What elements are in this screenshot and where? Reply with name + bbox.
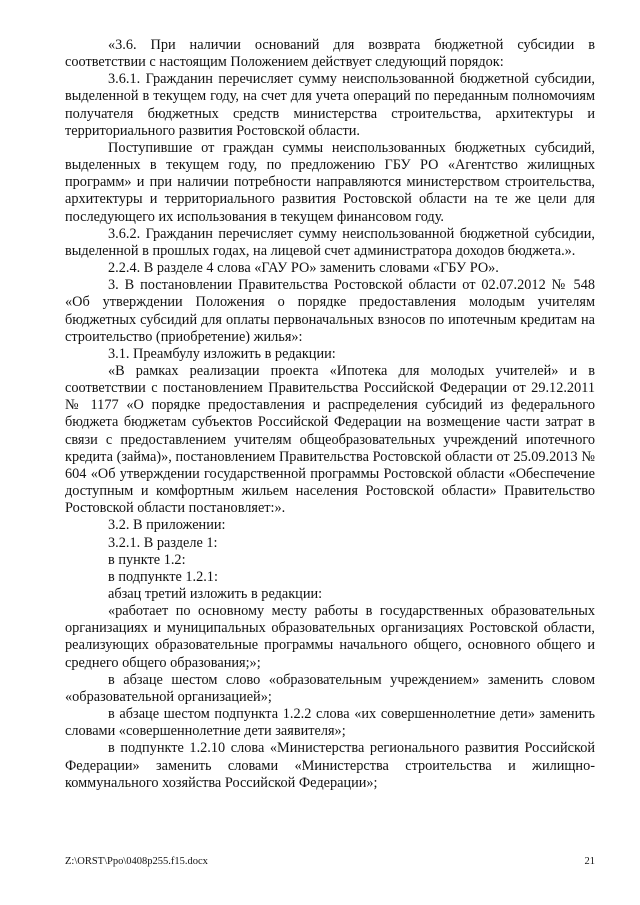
paragraph-point-1-2: в пункте 1.2: — [108, 551, 186, 568]
paragraph-3-6-2: 3.6.2. Гражданин перечисляет сумму неиспользованной бюджетной субсидии, выделенной в прошлых годах, на лицевой счет администратора доходов бюджета.». — [65, 225, 595, 259]
paragraph-funds-return: Поступившие от граждан суммы неиспользованных бюджетных субсидий, выделенных в текущем году, по предложению ГБУ РО «Агентство жилищных программ» и при наличии потребности направляются министерством строительства, архитектуры и территориального развития Ростовской области на те же цели для последующего их использования в текущем финансовом году. — [65, 139, 595, 225]
paragraph-3-2: 3.2. В приложении: — [108, 517, 226, 534]
paragraph-preamble: «В рамках реализации проекта «Ипотека для молодых учителей» и в соответствии с постановлением Правительства Российской Федерации от 29.12.2011 № 1177 «О порядке предоставления и распределения субсидий из федерального бюджета бюджетам субъектов Российской Федерации на возмещение части затрат в связи с предоставлением учителям общеобразовательных учреждений ипотечного кредита (займа)», постановлением Правительства Ростовской области от 25.09.2013 № 604 «Об утверждении государственной программы Ростовской области «Обеспечение доступным и комфортным жильем населения Ростовской области» Правительство Ростовской области постановляет:». — [65, 362, 595, 517]
paragraph-3-6-1: 3.6.1. Гражданин перечисляет сумму неиспользованной бюджетной субсидии, выделенной в текущем году, на счет для учета операций по переданным полномочиям получателя бюджетных средств министерства строительства, архитектуры и территориального развития Ростовской области. — [65, 71, 595, 139]
paragraph-2-2-4: 2.2.4. В разделе 4 слова «ГАУ РО» заменить словами «ГБУ РО». — [108, 260, 499, 277]
paragraph-subpoint-1-2-2: в абзаце шестом подпункта 1.2.2 слова «их совершеннолетние дети» заменить словами «совершеннолетние дети заявителя»; — [65, 706, 595, 740]
document-body — [65, 37, 595, 792]
paragraph-sixth-abzac: в абзаце шестом слово «образовательным учреждением» заменить словом «образовательной организацией»; — [65, 671, 595, 705]
paragraph-3-6: «3.6. При наличии оснований для возврата бюджетной субсидии в соответствии с настоящим Положением действует следующий порядок: — [65, 37, 595, 71]
paragraph-3: 3. В постановлении Правительства Ростовской области от 02.07.2012 № 548 «Об утверждении Положения о порядке предоставления молодым учителям бюджетных субсидий для оплаты первоначальных взносов по ипотечным кредитам на строительство (приобретение) жилья»: — [65, 277, 595, 345]
footer-file-path: Z:\ORST\Ppo\0408p255.f15.docx — [65, 856, 208, 867]
paragraph-subpoint-1-2-1: в подпункте 1.2.1: — [108, 568, 218, 585]
page-number: 21 — [584, 856, 595, 867]
paragraph-works-quote: «работает по основному месту работы в государственных образовательных организациях и муниципальных образовательных организациях Ростовской области, реализующих образовательные программы начального общего, основного общего и среднего общего образования;»; — [65, 603, 595, 671]
paragraph-3-1: 3.1. Преамбулу изложить в редакции: — [108, 345, 336, 362]
paragraph-third-abzac: абзац третий изложить в редакции: — [108, 586, 323, 602]
paragraph-3-2-1: 3.2.1. В разделе 1: — [108, 534, 218, 551]
paragraph-subpoint-1-2-10: в подпункте 1.2.10 слова «Министерства регионального развития Российской Федерации» заменить словами «Министерства строительства и жилищно-коммунального хозяйства Российской Федерации»; — [65, 740, 595, 791]
